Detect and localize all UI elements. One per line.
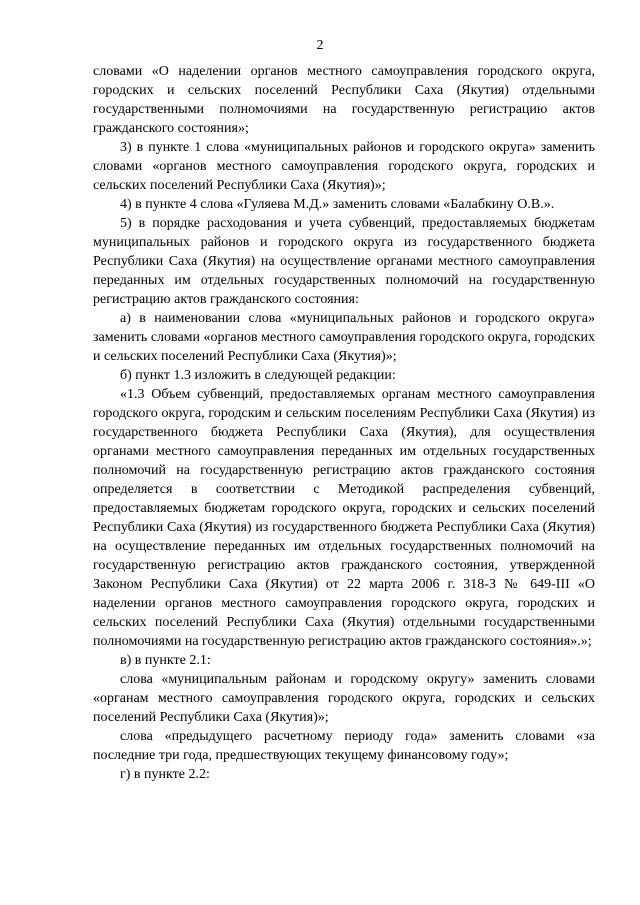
document-body [93,62,595,784]
paragraph-words-replace-2: слова «предыдущего расчетному периоду года» заменить словами «за последние три года, предшествующих текущему финансовому году»; [93,729,595,763]
paragraph-subitem-b: б) пункт 1.3 изложить в следующей редакции: [120,368,396,383]
paragraph-subitem-v: в) в пункте 2.1: [120,653,211,668]
paragraph-words-replace-1: слова «муниципальным районам и городскому округу» заменить словами «органам местного самоуправления городского округа, городских и сельских поселений Республики Саха (Якутия)»; [93,672,595,725]
paragraph-subitem-a: а) в наименовании слова «муниципальных районов и городского округа» заменить словами «органов местного самоуправления городского округа, городских и сельских поселений Республики Саха (Якутия)»; [93,311,595,364]
paragraph-item-3: 3) в пункте 1 слова «муниципальных районов и городского округа» заменить словами «органов местного самоуправления городского округа, городских и сельских поселений Республики Саха (Якутия)»; [93,140,595,193]
paragraph-item-5: 5) в порядке расходования и учета субвенций, предоставляемых бюджетам муниципальных районов и городского округа из государственного бюджета Республики Саха (Якутия) на осуществление органами местного самоуправления переданных им отдельных государственных полномочий на государственную регистрацию актов гражданского состояния: [93,216,595,307]
paragraph-item-4: 4) в пункте 4 слова «Гуляева М.Д.» заменить словами «Балабкину О.В.». [120,197,555,212]
paragraph-quoted-1-3: «1.3 Объем субвенций, предоставляемых органам местного самоуправления городского округа, городским и сельским поселениям Республики Саха (Якутия) из государственного бюджета Республики Саха (Якутия), для осуществления органами местного самоуправления переданных им отдельных государственных полномочий на государственную регистрацию актов гражданского состояния определяется в соответствии с Методикой распределения субвенций, предоставляемых бюджетам городского округа, городских и сельских поселений Республики Саха (Якутия) из государственного бюджета Республики Саха (Якутия) на осуществление переданных им отдельных государственных полномочий на государственную регистрацию актов гражданского состояния, утвержденной Законом Республики Саха (Якутия) от 22 марта 2006 г. 318-З № 649-III «О наделении органов местного самоуправления городского округа, городских и сельских поселений Республики Саха (Якутия) отдельными государственными полномочиями на государственную регистрацию актов гражданского состояния».»; [93,387,595,649]
page-number: 2 [316,38,324,53]
paragraph-continuation: словами «О наделении органов местного самоуправления городского округа, городских и сельских поселений Республики Саха (Якутия) отдельными государственными полномочиями на государственную регистрацию актов гражданского состояния»; [93,64,595,136]
paragraph-subitem-g: г) в пункте 2.2: [120,767,210,782]
